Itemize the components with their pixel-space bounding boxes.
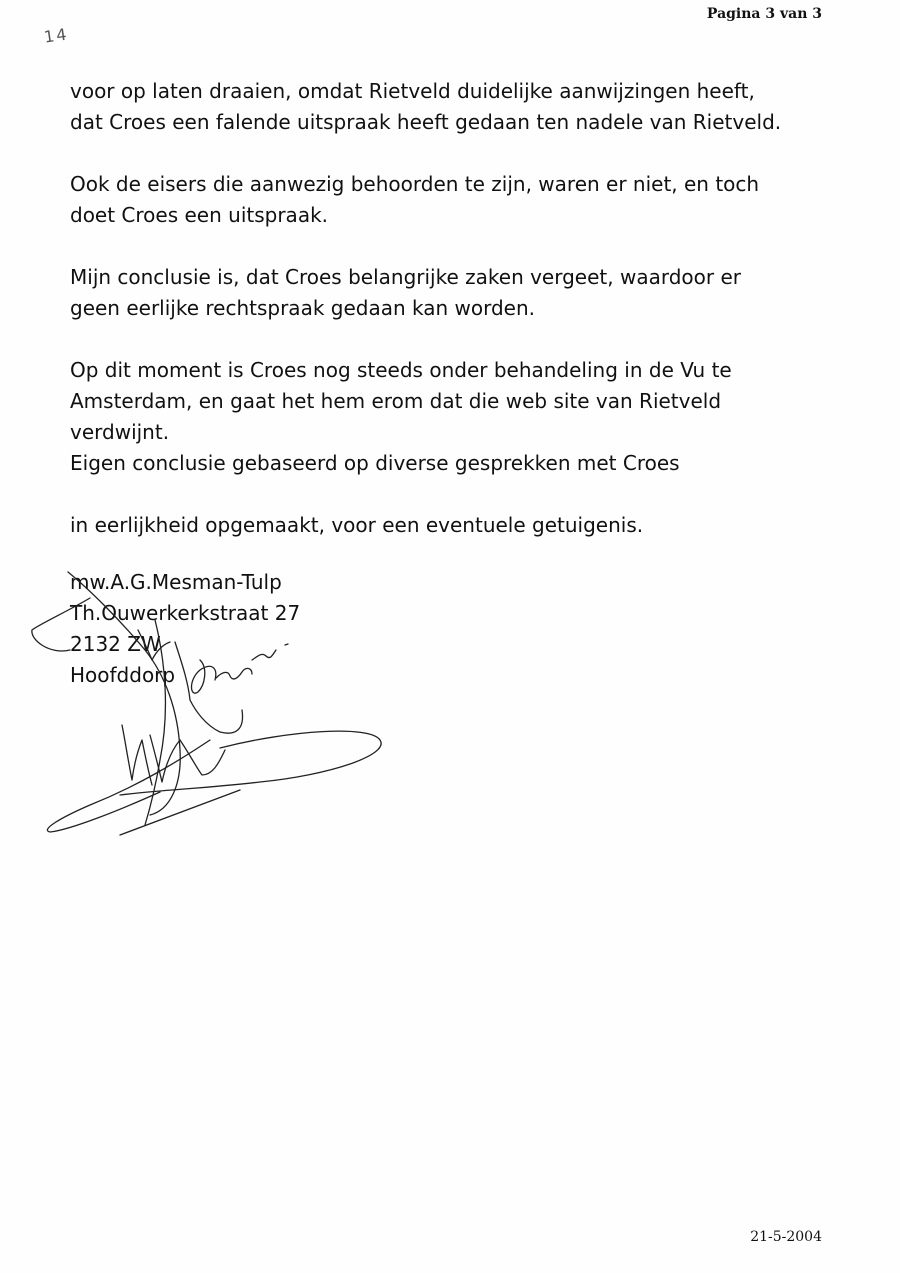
text-line: Op dit moment is Croes nog steeds onder behandeling in de Vu te — [70, 358, 732, 382]
document-date: 21-5-2004 — [750, 1229, 822, 1245]
text-line: Ook de eisers die aanwezig behoorden te zijn, waren er niet, en toch — [70, 172, 760, 196]
text-line: in eerlijkheid opgemaakt, voor een eventuele getuigenis. — [70, 513, 644, 537]
text-line: voor op laten draaien, omdat Rietveld duidelijke aanwijzingen heeft, — [70, 79, 755, 103]
text-line: Amsterdam, en gaat het hem erom dat die web site van Rietveld — [70, 389, 722, 413]
sender-city: Hoofddorp — [70, 663, 176, 687]
handwritten-signature — [30, 560, 410, 860]
paragraph-2 — [70, 169, 850, 231]
sender-postcode: 2132 ZW — [70, 632, 161, 656]
paragraph-4 — [70, 355, 850, 479]
sender-street: Th.Ouwerkerkstraat 27 — [70, 601, 301, 625]
page-number-header: Pagina 3 van 3 — [706, 6, 822, 22]
text-line: Mijn conclusie is, dat Croes belangrijke zaken vergeet, waardoor er — [70, 265, 741, 289]
handwritten-page-number: 14 — [42, 24, 70, 47]
paragraph-1 — [70, 76, 850, 138]
sender-name: mw.A.G.Mesman-Tulp — [70, 570, 282, 594]
text-line: dat Croes een falende uitspraak heeft gedaan ten nadele van Rietveld. — [70, 110, 782, 134]
paragraph-3 — [70, 262, 850, 324]
paragraph-5 — [70, 510, 850, 541]
letter-body — [70, 76, 850, 541]
text-line: Eigen conclusie gebaseerd op diverse gesprekken met Croes — [70, 451, 680, 475]
text-line: geen eerlijke rechtspraak gedaan kan worden. — [70, 296, 536, 320]
text-line: verdwijnt. — [70, 420, 170, 444]
text-line: doet Croes een uitspraak. — [70, 203, 329, 227]
